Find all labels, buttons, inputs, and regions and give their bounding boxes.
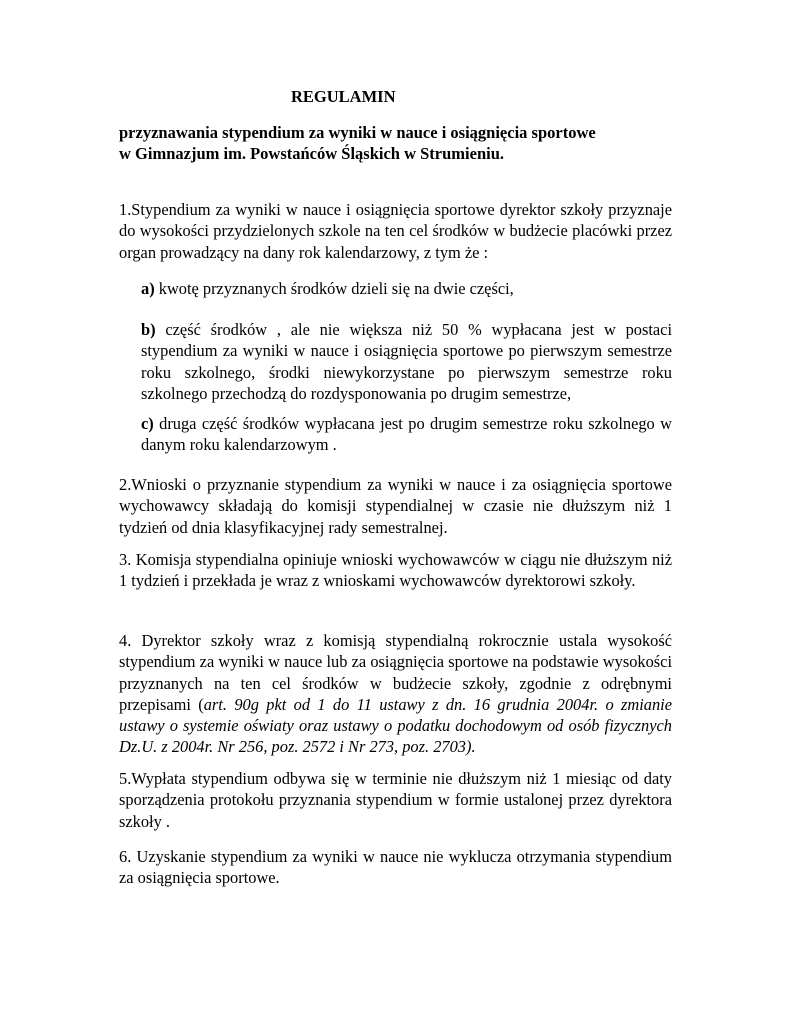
section-4-text: 4. Dyrektor szkoły wraz z komisją stypendialną rokrocznie ustala wysokość stypendium za wyniki w nauce lub za osiągnięcia sportowe na podstawie wysokości przyznanych na ten cel środków w budżecie szkoły, zgodnie z odrębnymi przepisami ( (119, 631, 672, 714)
item-a (141, 278, 672, 299)
item-a-label: a) (141, 279, 155, 298)
section-3: 3. Komisja stypendialna opiniuje wnioski wychowawców w ciągu nie dłuższym niż 1 tydzień i przekłada je wraz z wnioskami wychowawców dyrektorowi szkoły. (119, 550, 672, 591)
section-2: 2.Wnioski o przyznanie stypendium za wyniki w nauce i za osiągnięcia sportowe wychowawcy składają do komisji stypendialnej w czasie nie dłuższym niż 1 tydzień od dnia klasyfikacyjnej rady semestralnej. (119, 475, 672, 537)
subtitle-line-2: w Gimnazjum im. Powstańców Śląskich w Strumieniu. (119, 144, 505, 163)
item-c (141, 413, 672, 456)
section-1: 1.Stypendium za wyniki w nauce i osiągnięcia sportowe dyrektor szkoły przyznaje do wysokości przydzielonych szkole na ten cel środków w budżecie placówki przez organ prowadzący na dany rok kalendarzowy, z tym że : (119, 200, 672, 262)
item-c-label: c) (141, 414, 154, 433)
section-5: 5.Wypłata stypendium odbywa się w terminie nie dłuższym niż 1 miesiąc od daty sporządzenia protokołu przyznania stypendium w formie ustalonej przez dyrektora szkoły . (119, 769, 672, 831)
subtitle-line-1: przyznawania stypendium za wyniki w nauce i osiągnięcia sportowe (119, 123, 596, 142)
item-b-label: b) (141, 320, 156, 339)
item-a-text: kwotę przyznanych środków dzieli się na dwie części, (154, 279, 514, 298)
section-6: 6. Uzyskanie stypendium za wyniki w nauce nie wyklucza otrzymania stypendium za osiągnięcia sportowe. (119, 847, 672, 888)
document-subtitle (119, 122, 679, 164)
document-title: REGULAMIN (291, 87, 396, 106)
item-b-text: część środków , ale nie większa niż 50 % wypłacana jest w postaci stypendium za wyniki w nauce i osiągnięcia sportowe po pierwszym semestrze roku szkolnego, środki niewykorzystane po pierwszym semestrze roku szkolnego przechodzą do rozdysponowania po drugim semestrze, (141, 320, 672, 403)
item-c-text: druga część środków wypłacana jest po drugim semestrze roku szkolnego w danym roku kalendarzowym . (141, 414, 672, 455)
item-b (141, 319, 672, 404)
section-4 (119, 630, 672, 758)
section-4-legal-reference: art. 90g pkt od 1 do 11 ustawy z dn. 16 grudnia 2004r. o zmianie ustawy o systemie oświaty oraz ustawy o podatku dochodowym od osób fizycznych Dz.U. z 2004r. Nr 256, poz. 2572 i Nr 273, poz. 2703). (119, 694, 672, 757)
